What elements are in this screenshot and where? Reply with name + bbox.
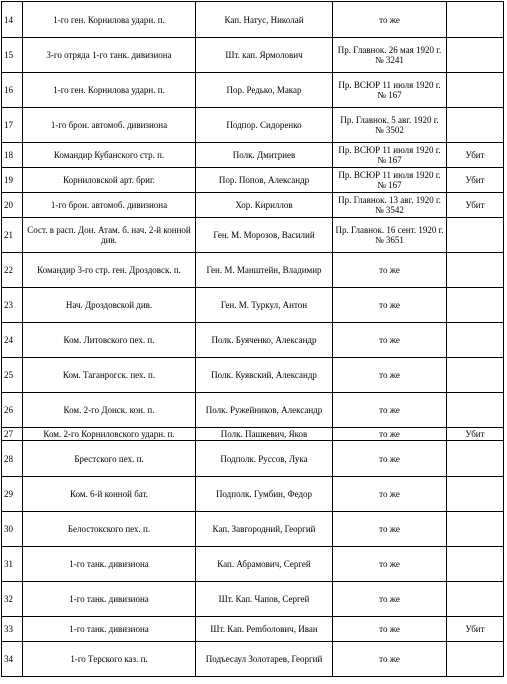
note-cell: Убит — [447, 193, 504, 218]
table-row — [2, 393, 504, 428]
person-name-cell: Шт. кап. Ярмолович — [196, 38, 333, 73]
row-number: 25 — [2, 358, 23, 393]
note-cell — [447, 38, 504, 73]
row-number: 19 — [2, 168, 23, 193]
order-reference-cell: то же — [333, 547, 447, 582]
order-reference-cell: Пр. ВСЮР 11 июля 1920 г. № 167 — [333, 73, 447, 108]
unit-cell: Нач. Дроздовской див. — [23, 288, 196, 323]
note-cell — [447, 73, 504, 108]
note-cell — [447, 288, 504, 323]
unit-cell: 3-го отряда 1-го танк. дивизиона — [23, 38, 196, 73]
row-number: 18 — [2, 143, 23, 168]
row-number: 24 — [2, 323, 23, 358]
row-number: 16 — [2, 73, 23, 108]
unit-cell: Ком. Литовского пех. п. — [23, 323, 196, 358]
unit-cell: 1-го брон. автомоб. дивизиона — [23, 193, 196, 218]
note-cell — [447, 441, 504, 477]
note-cell — [447, 218, 504, 253]
unit-cell: 1-го танк. дивизиона — [23, 582, 196, 617]
unit-cell: Командир 3-го стр. ген. Дроздовск. п. — [23, 253, 196, 288]
unit-cell: 1-го Терского каз. п. — [23, 642, 196, 677]
row-number: 17 — [2, 108, 23, 143]
person-name-cell: Полк. Куявский, Александр — [196, 358, 333, 393]
order-reference-cell: то же — [333, 393, 447, 428]
person-name-cell: Подпор. Сидоренко — [196, 108, 333, 143]
row-number: 29 — [2, 477, 23, 512]
order-reference-cell: то же — [333, 582, 447, 617]
table-row — [2, 218, 504, 253]
unit-cell: Ком. 2-го Донск. кон. п. — [23, 393, 196, 428]
table-row — [2, 73, 504, 108]
note-cell — [447, 477, 504, 512]
order-reference-cell: то же — [333, 323, 447, 358]
unit-cell: 1-го ген. Корнилова ударн. п. — [23, 2, 196, 38]
person-name-cell: Ген. М. Туркул, Антон — [196, 288, 333, 323]
order-reference-cell: Пр. Главнок. 16 сент. 1920 г. № 3651 — [333, 218, 447, 253]
order-reference-cell: то же — [333, 441, 447, 477]
row-number: 30 — [2, 512, 23, 547]
row-number: 14 — [2, 2, 23, 38]
table-row — [2, 358, 504, 393]
order-reference-cell: то же — [333, 617, 447, 642]
note-cell — [447, 323, 504, 358]
order-reference-cell: то же — [333, 288, 447, 323]
unit-cell: Сост. в расп. Дон. Атам. б. нач. 2-й конной див. — [23, 218, 196, 253]
table-row — [2, 477, 504, 512]
note-cell — [447, 253, 504, 288]
order-reference-cell: то же — [333, 358, 447, 393]
order-reference-cell: то же — [333, 642, 447, 677]
person-name-cell: Ген. М. Морозов, Василий — [196, 218, 333, 253]
unit-cell: Брестского пех. п. — [23, 441, 196, 477]
table-row — [2, 2, 504, 38]
unit-cell: Ком. Таганрогск. пех. п. — [23, 358, 196, 393]
table-row — [2, 253, 504, 288]
row-number: 32 — [2, 582, 23, 617]
person-name-cell: Кап. Завгородний, Георгий — [196, 512, 333, 547]
order-reference-cell: то же — [333, 512, 447, 547]
note-cell: Убит — [447, 168, 504, 193]
award-roster-table — [1, 1, 504, 677]
table-row — [2, 428, 504, 441]
table-row — [2, 193, 504, 218]
note-cell: Убит — [447, 428, 504, 441]
order-reference-cell: Пр. ВСЮР 11 июля 1920 г. № 167 — [333, 143, 447, 168]
unit-cell: 1-го танк. дивизиона — [23, 547, 196, 582]
person-name-cell: Полк. Дмитриев — [196, 143, 333, 168]
row-number: 15 — [2, 38, 23, 73]
note-cell — [447, 582, 504, 617]
person-name-cell: Кап. Абрамович, Сергей — [196, 547, 333, 582]
table-row — [2, 168, 504, 193]
note-cell: Убит — [447, 617, 504, 642]
person-name-cell: Полк. Ружейников, Александр — [196, 393, 333, 428]
table-row — [2, 38, 504, 73]
table-row — [2, 512, 504, 547]
unit-cell: Командир Кубанского стр. п. — [23, 143, 196, 168]
note-cell: Убит — [447, 143, 504, 168]
person-name-cell: Подъесаул Золотарев, Георгий — [196, 642, 333, 677]
roster-body — [2, 2, 504, 677]
table-row — [2, 288, 504, 323]
order-reference-cell: Пр. Главнок. 13 авг. 1920 г. № 3542 — [333, 193, 447, 218]
row-number: 33 — [2, 617, 23, 642]
row-number: 34 — [2, 642, 23, 677]
order-reference-cell: то же — [333, 428, 447, 441]
person-name-cell: Пор. Попов, Александр — [196, 168, 333, 193]
unit-cell: Ком. 6-й конной бат. — [23, 477, 196, 512]
row-number: 27 — [2, 428, 23, 441]
table-row — [2, 617, 504, 642]
table-row — [2, 547, 504, 582]
unit-cell: Белостокского пех. п. — [23, 512, 196, 547]
unit-cell: Ком. 2-го Корниловского ударн. п. — [23, 428, 196, 441]
unit-cell: 1-го ген. Корнилова ударн. п. — [23, 73, 196, 108]
note-cell — [447, 642, 504, 677]
note-cell — [447, 2, 504, 38]
note-cell — [447, 393, 504, 428]
person-name-cell: Шт. Кап. Чапов, Сергей — [196, 582, 333, 617]
row-number: 26 — [2, 393, 23, 428]
order-reference-cell: Пр. Главнок. 5 авг. 1920 г. № 3502 — [333, 108, 447, 143]
person-name-cell: Полк. Буяченко, Александр — [196, 323, 333, 358]
unit-cell: Корниловской арт. бриг. — [23, 168, 196, 193]
person-name-cell: Кап. Натус, Николай — [196, 2, 333, 38]
table-row — [2, 441, 504, 477]
row-number: 20 — [2, 193, 23, 218]
person-name-cell: Пор. Редько, Макар — [196, 73, 333, 108]
table-row — [2, 108, 504, 143]
unit-cell: 1-го брон. автомоб. дивизиона — [23, 108, 196, 143]
order-reference-cell: то же — [333, 477, 447, 512]
person-name-cell: Хор. Кириллов — [196, 193, 333, 218]
unit-cell: 1-го танк. дивизиона — [23, 617, 196, 642]
person-name-cell: Подполк. Гумбин, Федор — [196, 477, 333, 512]
person-name-cell: Подполк. Руссов, Лука — [196, 441, 333, 477]
person-name-cell: Полк. Пашкевич, Яков — [196, 428, 333, 441]
row-number: 22 — [2, 253, 23, 288]
row-number: 31 — [2, 547, 23, 582]
person-name-cell: Ген. М. Манштейн, Владимир — [196, 253, 333, 288]
person-name-cell: Шт. Кап. Реmболович, Иван — [196, 617, 333, 642]
row-number: 28 — [2, 441, 23, 477]
table-row — [2, 582, 504, 617]
note-cell — [447, 108, 504, 143]
note-cell — [447, 512, 504, 547]
note-cell — [447, 358, 504, 393]
order-reference-cell: Пр. Главнок. 26 мая 1920 г. № 3241 — [333, 38, 447, 73]
order-reference-cell: то же — [333, 253, 447, 288]
table-row — [2, 323, 504, 358]
order-reference-cell: то же — [333, 2, 447, 38]
row-number: 23 — [2, 288, 23, 323]
table-row — [2, 143, 504, 168]
order-reference-cell: Пр. ВСЮР 11 июля 1920 г. № 167 — [333, 168, 447, 193]
row-number: 21 — [2, 218, 23, 253]
table-row — [2, 642, 504, 677]
note-cell — [447, 547, 504, 582]
